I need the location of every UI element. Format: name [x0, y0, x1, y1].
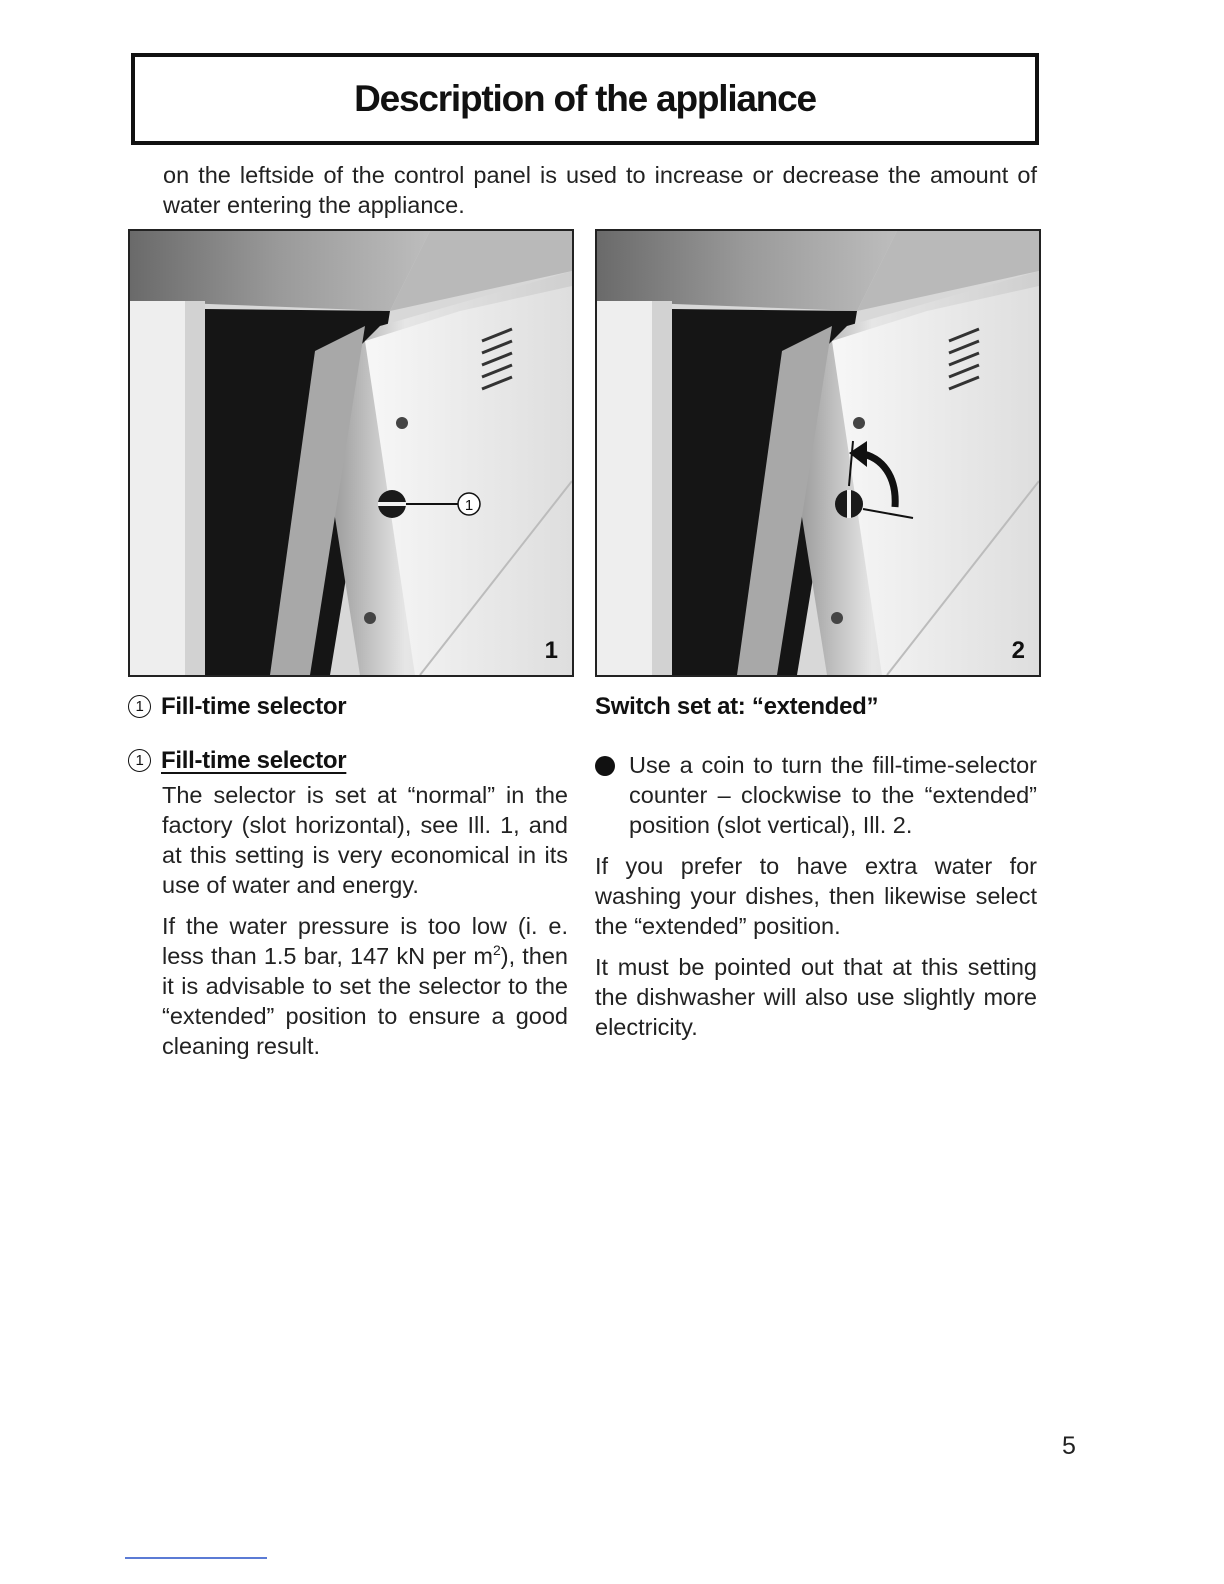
page-title: Description of the appliance: [354, 78, 816, 119]
bullet-icon: [595, 756, 615, 776]
callout-label: 1: [464, 497, 474, 514]
paragraph-extra-water: If you prefer to have extra water for washing your dishes, then likewise select the “extended” position.: [595, 853, 1037, 939]
superscript: 2: [492, 942, 501, 959]
illustration-1: [128, 229, 574, 677]
bullet-text: Use a coin to turn the fill-time-selector counter – clockwise to the “extended” position (slot vertical), Ill. 2.: [629, 752, 1037, 838]
intro-paragraph: on the leftside of the control panel is used to increase or decrease the amount of water entering the appliance.: [163, 162, 1037, 218]
title-box: [131, 53, 1039, 145]
low-pressure-text-a: If the water pressure is too low (i. e. less than 1.5 bar, 147 kN per m: [162, 913, 568, 969]
paragraph-electricity: It must be pointed out that at this setting the dishwasher will also use slightly more electricity.: [595, 954, 1037, 1040]
caption-text: Fill-time selector: [161, 693, 347, 720]
section-heading-text: Fill-time selector: [161, 747, 347, 774]
illustration-2-drawing: [597, 231, 1039, 675]
page-number: 5: [1062, 1432, 1076, 1460]
footer-rule: [125, 1557, 267, 1559]
illustration-1-drawing: [130, 231, 572, 675]
figure-number-2: 2: [1011, 637, 1025, 664]
right-column: [595, 690, 1037, 1053]
illustration-2: [595, 229, 1041, 677]
section-marker: 1: [128, 749, 151, 772]
paragraph-normal-setting: The selector is set at “normal” in the factory (slot horizontal), see Ill. 1, and at this setting is very economical in its use of water and energy.: [162, 782, 568, 898]
figure-caption: [128, 690, 568, 724]
switch-heading: Switch set at: “extended”: [595, 693, 879, 720]
paragraph-low-pressure: [162, 911, 568, 1061]
bullet-item: [595, 750, 1037, 840]
left-column: [128, 690, 568, 1072]
low-pressure-text-b: ), then it is advisable to set the selector to the “extended” position to ensure a good cleaning result.: [162, 943, 568, 1059]
section-heading: [128, 744, 568, 778]
caption-marker: 1: [128, 695, 151, 718]
figure-number-1: 1: [544, 637, 558, 664]
